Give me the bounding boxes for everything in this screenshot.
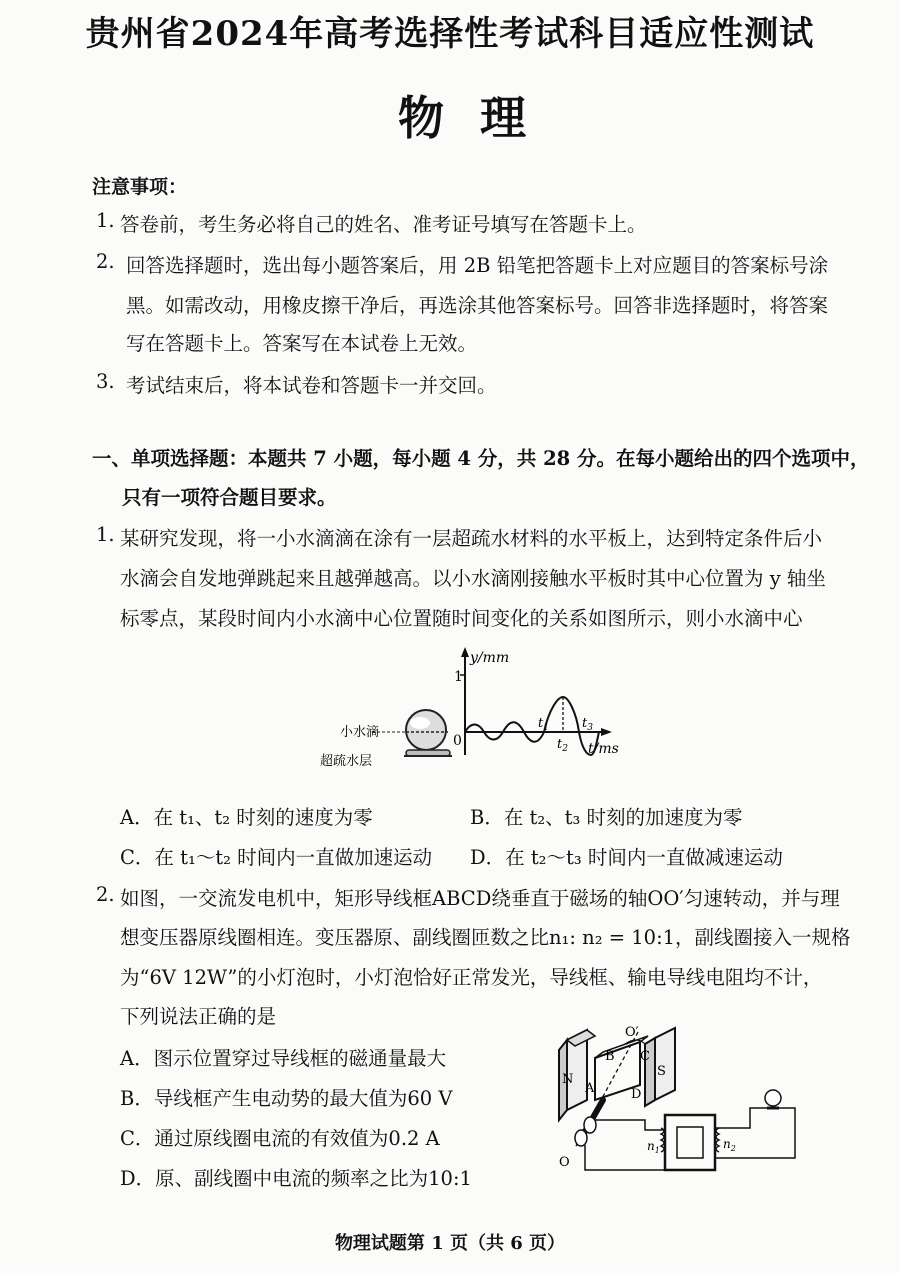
transformer-icon (661, 1115, 719, 1170)
corner-a-label: A (585, 1081, 595, 1096)
pole-s-label: S (657, 1064, 666, 1079)
page-footer: 物理试题第 1 页（共 6 页） (334, 1233, 566, 1254)
x-axis-label: t/ms (588, 741, 619, 757)
q2-option-a: A．图示位置穿过导线框的磁通量最大 (120, 1047, 447, 1070)
n1-label: $n_1$ (647, 1139, 660, 1155)
water-droplet-icon (372, 710, 448, 750)
y-axis-arrow-icon (461, 647, 469, 657)
q2-option-b: B．导线框产生电动势的最大值为60 V (120, 1087, 453, 1110)
droplet-label: 小水滴 (340, 725, 380, 740)
q1-line-1: 某研究发现，将一小水滴滴在涂有一层超疏水材料的水平板上，达到特定条件后小 (120, 527, 823, 550)
corner-c-label: C (640, 1049, 650, 1064)
notes-heading: 注意事项： (92, 176, 188, 198)
q2-generator-diagram (545, 1025, 805, 1175)
q2-line-4: 下列说法正确的是 (120, 1005, 277, 1028)
q1-option-b: B．在 t₂、t₃ 时刻的加速度为零 (470, 806, 743, 829)
q1-number: 1. (96, 523, 115, 546)
corner-d-label: D (631, 1087, 642, 1102)
q2-option-d: D．原、副线圈中电流的频率之比为10:1 (120, 1167, 472, 1190)
y-tick-label: 1 (454, 669, 463, 685)
note-2-line-2: 黑。如需改动，用橡皮擦干净后，再选涂其他答案标号。回答非选择题时，将答案 (126, 294, 829, 317)
y-axis-label: y/mm (470, 650, 510, 666)
slip-rings-icon (575, 1100, 603, 1146)
exam-title: 贵州省2024年高考选择性考试科目适应性测试 (85, 14, 815, 54)
q2-line-1: 如图，一交流发电机中，矩形导线框ABCD绕垂直于磁场的轴OO′匀速转动，并与理 (120, 887, 840, 910)
hydrophobic-layer-icon (404, 750, 452, 756)
light-bulb-icon (765, 1090, 781, 1108)
layer-label: 超疏水层 (320, 754, 373, 769)
section-1-heading-line-1: 一、单项选择题：本题共 7 小题，每小题 4 分，共 28 分。在每小题给出的四个选项中， (92, 447, 870, 470)
q2-option-c: C．通过原线圈电流的有效值为0.2 A (120, 1127, 440, 1150)
pole-n-label: N (562, 1072, 574, 1087)
section-1-heading-line-2: 只有一项符合题目要求。 (122, 486, 337, 509)
t3-label: $t_3$ (582, 716, 593, 733)
t2-label: $t_2$ (557, 737, 568, 754)
note-2-line-1: 回答选择题时，选出每小题答案后，用 2B 铅笔把答题卡上对应题目的答案标号涂 (126, 254, 829, 277)
subject-title: 物理 (398, 91, 562, 145)
q2-line-2: 想变压器原线圈相连。变压器原、副线圈匝数之比n₁: n₂ = 10:1，副线圈接入一规格 (120, 926, 851, 949)
q2-line-3: 为“6V 12W”的小灯泡时，小灯泡恰好正常发光，导线框、输电导线电阻均不计， (120, 966, 823, 989)
q2-number: 2. (96, 883, 115, 906)
origin-label: 0 (453, 733, 462, 749)
note-2-line-3: 写在答题卡上。答案写在本试卷上无效。 (126, 332, 478, 355)
axis-top-label: O′ (625, 1025, 639, 1040)
note-2-number: 2. (96, 250, 115, 273)
axis-bottom-label: O (559, 1155, 570, 1170)
position-curve (465, 697, 599, 755)
note-3-number: 3. (96, 370, 115, 393)
note-1-text: 答卷前，考生务必将自己的姓名、准考证号填写在答题卡上。 (120, 213, 647, 236)
x-axis-arrow-icon (601, 728, 612, 736)
q1-droplet-graph (320, 645, 620, 770)
q1-line-3: 标零点，某段时间内小水滴中心位置随时间变化的关系如图所示，则小水滴中心 (120, 607, 803, 630)
corner-b-label: B (605, 1049, 615, 1064)
note-1-number: 1. (96, 209, 115, 232)
note-3-text: 考试结束后，将本试卷和答题卡一并交回。 (126, 374, 497, 397)
q1-line-2: 水滴会自发地弹跳起来且越弹越高。以小水滴刚接触水平板时其中心位置为 y 轴坐 (120, 567, 826, 590)
q1-option-d: D．在 t₂～t₃ 时间内一直做减速运动 (470, 846, 783, 869)
q1-option-c: C．在 t₁～t₂ 时间内一直做加速运动 (120, 846, 433, 869)
t1-label: $t_1$ (538, 716, 549, 733)
q1-option-a: A．在 t₁、t₂ 时刻的速度为零 (120, 806, 373, 829)
n2-label: $n_2$ (723, 1137, 736, 1153)
